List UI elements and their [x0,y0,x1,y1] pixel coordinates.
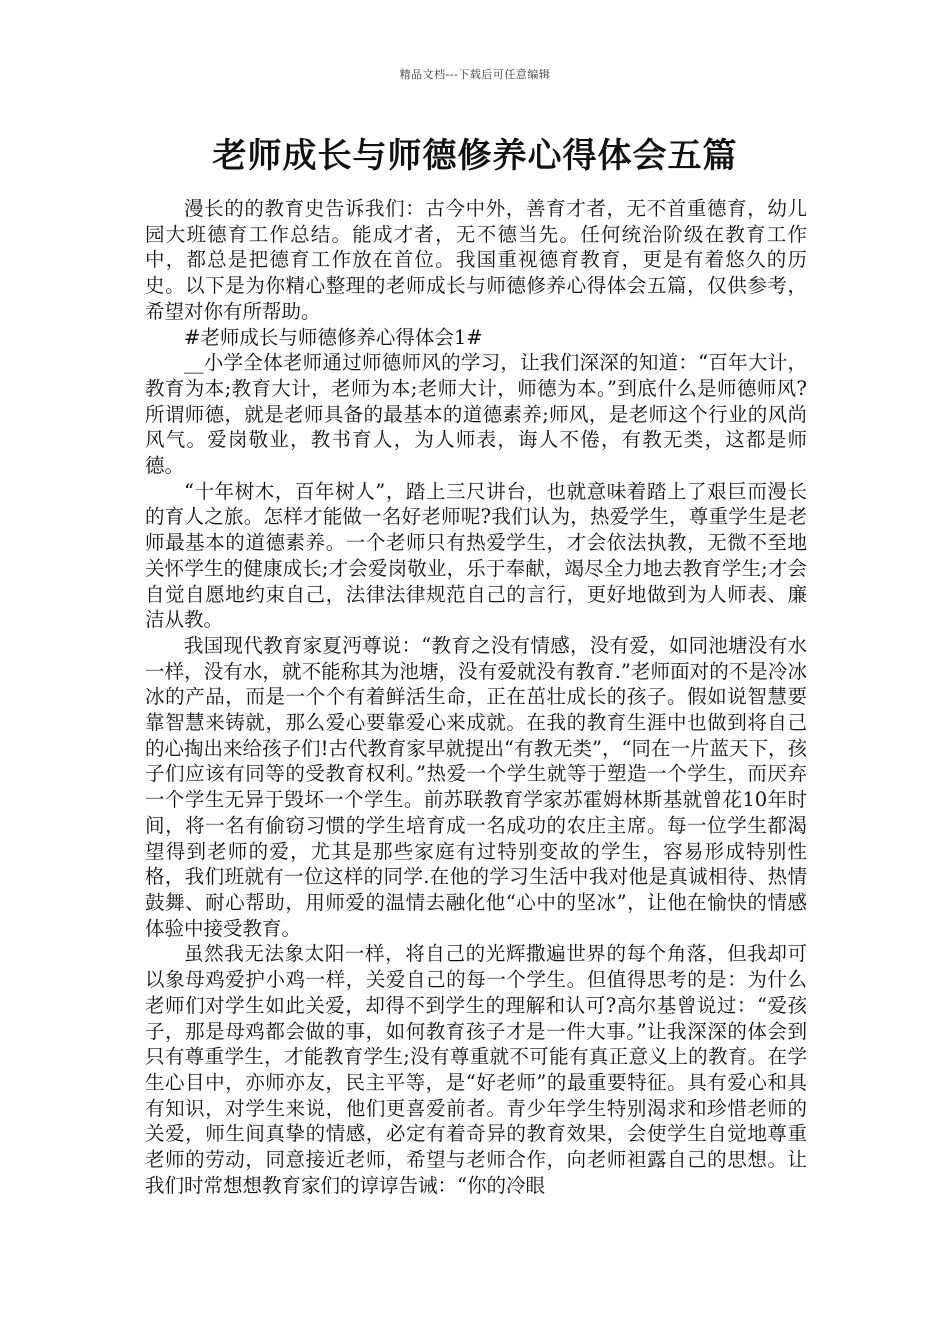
paragraph-intro: 漫长的的教育史告诉我们：古今中外，善育才者，无不首重德育，幼儿园大班德育工作总结。能成才者，无不德当先。任何统治阶级在教育工作中，都总是把德育工作放在首位。我国重视德育教育，更是有着悠久的历史。以下是为你精心整理的老师成长与师德修养心得体会五篇，仅供参考，希望对你有所帮助。 [145,197,807,323]
paragraph: __小学全体老师通过师德师风的学习，让我们深深的知道：“百年大计，教育为本;教育大计，老师为本;老师大计，师德为本。”到底什么是师德师风?所谓师德，就是老师具备的最基本的道德素养;师风，是老师这个行业的风尚风气。爱岗敬业，教书育人，为人师表，诲人不倦，有教无类，这都是师德。 [145,351,807,478]
paragraph: 虽然我无法象太阳一样，将自己的光辉撒遍世界的每个角落，但我却可以象母鸡爱护小鸡一样，关爱自己的每一个学生。但值得思考的是：为什么老师们对学生如此关爱，却得不到学生的理解和认可?高尔基曾说过：“爱孩子，那是母鸡都会做的事，如何教育孩子才是一件大事。”让我深深的体会到只有尊重学生，才能教育学生;没有尊重就不可能有真正意义上的教育。在学生心目中，亦师亦友，民主平等，是“好老师”的最重要特征。具有爱心和具有知识，对学生来说，他们更喜爱前者。青少年学生特别渴求和珍惜老师的关爱，师生间真挚的情感，必定有着奇异的教育效果，会使学生自觉地尊重老师的劳动，同意接近老师，希望与老师合作，向老师袒露自己的思想。让我们时常想想教育家们的谆谆告诫：“你的冷眼 [145,942,807,1197]
paragraph: 我国现代教育家夏沔尊说：“教育之没有情感，没有爱，如同池塘没有水一样，没有水，就不能称其为池塘，没有爱就没有教育.”老师面对的不是冷冰冰的产品，而是一个个有着鲜活生命，正在茁壮成长的孩子。假如说智慧要靠智慧来铸就，那么爱心要靠爱心来成就。在我的教育生涯中也做到将自己的心掏出来给孩子们!古代教育家早就提出“有教无类”，“同在一片蓝天下，孩子们应该有同等的受教育权利。”热爱一个学生就等于塑造一个学生，而厌弃一个学生无异于毁坏一个学生。前苏联教育学家苏霍姆林斯基就曾花10年时间，将一名有偷窃习惯的学生培育成一名成功的农庄主席。每一位学生都渴望得到老师的爱，尤其是那些家庭有过特别变故的学生，容易形成特别性格，我们班就有一位这样的同学.在他的学习生活中我对他是真诚相待、热情鼓舞、耐心帮助，用师爱的温情去融化他“心中的坚冰”，让他在愉快的情感体验中接受教育。 [145,633,807,940]
document-body [145,196,807,1198]
header-note: 精品文档---下载后可任意编辑 [399,68,551,81]
paragraph: “十年树木，百年树人”，踏上三尺讲台，也就意味着踏上了艰巨而漫长的育人之旅。怎样才能做一名好老师呢?我们认为，热爱学生，尊重学生是老师最基本的道德素养。一个老师只有热爱学生，才会依法执教，无微不至地关怀学生的健康成长;才会爱岗敬业，乐于奉献，竭尽全力地去教育学生;才会自觉自愿地约束自己，法律法律规范自己的言行，更好地做到为人师表、廉洁从教。 [145,479,807,632]
document-title: 老师成长与师德修养心得体会五篇 [212,136,738,176]
section-heading: #老师成长与师德修养心得体会1# [184,325,483,349]
